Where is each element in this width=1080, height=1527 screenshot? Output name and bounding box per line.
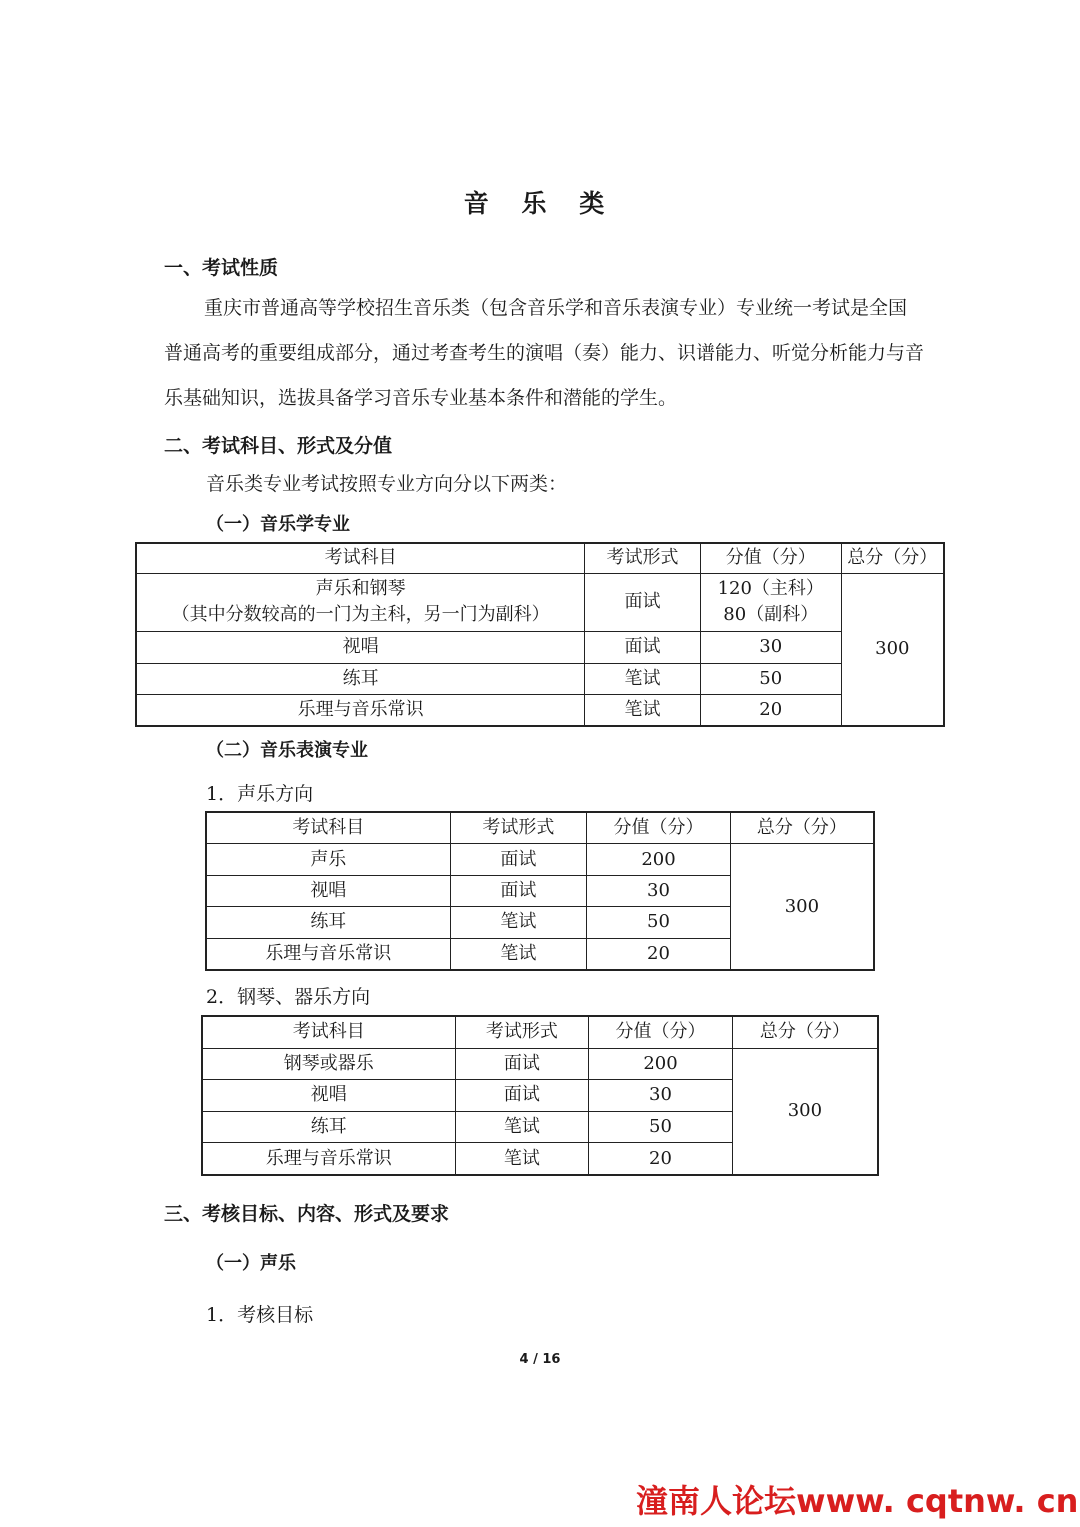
cell-subject: 练耳 xyxy=(136,663,585,694)
header-score: 分值（分） xyxy=(589,1016,733,1048)
table-row xyxy=(136,663,944,694)
cell-form: 面试 xyxy=(585,573,701,631)
cell-form: 笔试 xyxy=(450,907,587,938)
cell-form: 面试 xyxy=(585,631,701,663)
table-row xyxy=(136,631,944,663)
cell-form: 笔试 xyxy=(585,663,701,694)
cell-subject: 乐理与音乐常识 xyxy=(202,1143,455,1175)
table-row xyxy=(136,573,944,631)
cell-score: 200 xyxy=(589,1048,733,1080)
cell-subject: 练耳 xyxy=(202,1111,455,1143)
cell-form: 笔试 xyxy=(455,1143,589,1175)
table-row xyxy=(136,694,944,726)
cell-score: 30 xyxy=(700,631,841,663)
header-form: 考试形式 xyxy=(450,812,587,844)
table-row xyxy=(206,844,874,875)
cell-subject: 钢琴或器乐 xyxy=(202,1048,455,1080)
score-line-1: 120（主科） xyxy=(717,578,824,599)
cell-total: 300 xyxy=(732,1048,878,1175)
cell-score: 50 xyxy=(589,1111,733,1143)
section-heading-subjects: 二、考试科目、形式及分值 xyxy=(164,435,393,457)
page-number: 4 / 16 xyxy=(519,1352,561,1367)
header-form: 考试形式 xyxy=(455,1016,589,1048)
cell-subject: 视唱 xyxy=(202,1080,455,1112)
cell-form: 面试 xyxy=(450,844,587,875)
cell-subject: 视唱 xyxy=(136,631,585,663)
header-subject: 考试科目 xyxy=(206,812,450,844)
header-total: 总分（分） xyxy=(732,1016,878,1048)
cell-subject: 视唱 xyxy=(206,875,450,906)
subheading-performance: （二）音乐表演专业 xyxy=(206,740,368,761)
subjects-intro: 音乐类专业考试按照专业方向分以下两类： xyxy=(206,473,568,495)
cell-form: 面试 xyxy=(455,1080,589,1112)
cell-subject: 乐理与音乐常识 xyxy=(206,938,450,970)
header-total: 总分（分） xyxy=(841,543,944,573)
cell-form: 面试 xyxy=(455,1048,589,1080)
subheading-musicology: （一）音乐学专业 xyxy=(206,514,350,535)
cell-score: 30 xyxy=(587,875,731,906)
item-vocal-direction: 1．声乐方向 xyxy=(206,783,314,805)
item-assessment-goal: 1．考核目标 xyxy=(206,1304,314,1326)
cell-score: 200 xyxy=(587,844,731,875)
cell-subject xyxy=(136,573,585,631)
header-total: 总分（分） xyxy=(730,812,874,844)
section-heading-exam-nature: 一、考试性质 xyxy=(164,257,279,279)
subheading-vocal: （一）声乐 xyxy=(206,1253,296,1274)
subject-line-2: （其中分数较高的一门为主科，另一门为副科） xyxy=(171,604,550,625)
cell-score: 20 xyxy=(589,1143,733,1175)
cell-score: 50 xyxy=(700,663,841,694)
header-subject: 考试科目 xyxy=(136,543,585,573)
header-score: 分值（分） xyxy=(587,812,731,844)
cell-score: 30 xyxy=(589,1080,733,1112)
cell-form: 笔试 xyxy=(455,1111,589,1143)
cell-subject: 乐理与音乐常识 xyxy=(136,694,585,726)
table-piano-instrument xyxy=(201,1015,879,1176)
watermark: 潼南人论坛www. cqtnw. cn xyxy=(636,1482,1079,1520)
cell-total: 300 xyxy=(841,573,944,726)
cell-total: 300 xyxy=(730,844,874,970)
cell-score: 50 xyxy=(587,907,731,938)
cell-score xyxy=(700,573,841,631)
table-header-row xyxy=(136,543,944,573)
table-header-row xyxy=(206,812,874,844)
header-subject: 考试科目 xyxy=(202,1016,455,1048)
table-header-row xyxy=(202,1016,878,1048)
exam-nature-paragraph: 重庆市普通高等学校招生音乐类（包含音乐学和音乐表演专业）专业统一考试是全国普通高考的重要组成部分，通过考查考生的演唱（奏）能力、识谱能力、听觉分析能力与音乐基础知识，选拔具备学习音乐专业基本条件和潜能的学生。 xyxy=(164,297,925,409)
header-form: 考试形式 xyxy=(585,543,701,573)
section-heading-assessment: 三、考核目标、内容、形式及要求 xyxy=(164,1203,450,1225)
item-piano-instrument-direction: 2．钢琴、器乐方向 xyxy=(206,986,371,1008)
subject-line-1: 声乐和钢琴 xyxy=(315,578,406,599)
score-line-2: 80（副科） xyxy=(723,604,819,625)
cell-form: 笔试 xyxy=(450,938,587,970)
cell-subject: 声乐 xyxy=(206,844,450,875)
table-musicology xyxy=(135,542,945,727)
cell-subject: 练耳 xyxy=(206,907,450,938)
table-vocal xyxy=(205,811,875,971)
table-row xyxy=(202,1048,878,1080)
cell-score: 20 xyxy=(700,694,841,726)
cell-form: 笔试 xyxy=(585,694,701,726)
page-title: 音 乐 类 xyxy=(463,189,617,218)
cell-score: 20 xyxy=(587,938,731,970)
cell-form: 面试 xyxy=(450,875,587,906)
header-score: 分值（分） xyxy=(700,543,841,573)
